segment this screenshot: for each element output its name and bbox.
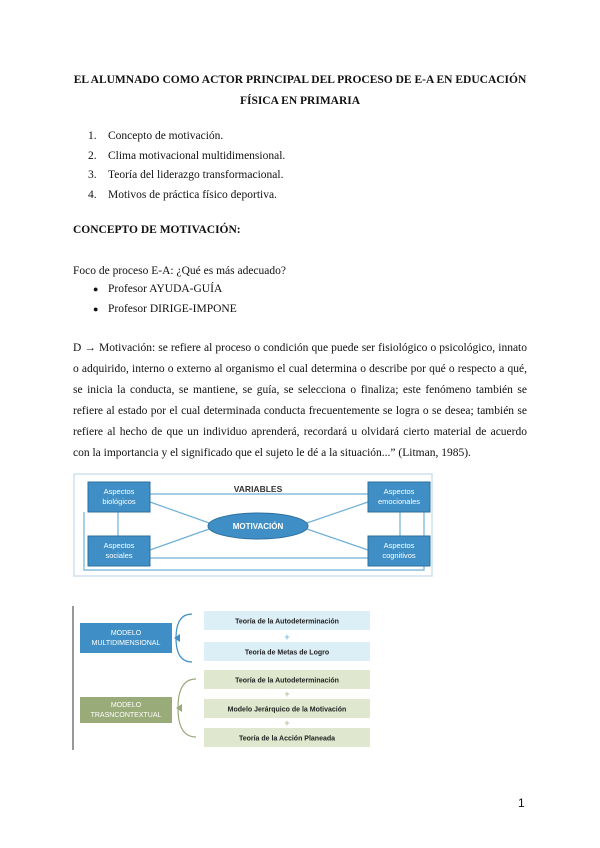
plus-icon: + (284, 689, 290, 699)
svg-text:Teoría de la Autodeterminación: Teoría de la Autodeterminación (235, 618, 339, 626)
plus-icon: + (284, 632, 290, 642)
svg-text:MODELO: MODELO (110, 702, 142, 709)
model-multidimensional (80, 623, 172, 653)
box-emocionales (368, 482, 430, 512)
box-sociales (88, 536, 150, 566)
theory-box (204, 670, 370, 689)
svg-text:Aspectos: Aspectos (103, 487, 135, 496)
motivacion-ellipse (208, 513, 308, 539)
theory-box (204, 699, 370, 718)
models-diagram (72, 604, 378, 754)
box-biologicos (88, 482, 150, 512)
model-trasncontextual (80, 697, 172, 723)
svg-text:MODELO: MODELO (110, 630, 142, 637)
definition-paragraph: D → Motivación: se refiere al proceso o condición que puede ser fisiológico o psicológico, innato o adquirido, interno o externo al organismo el cual determina o describe por qué o respecto a qué, se inicia la conducta, se mantiene, se guía, se selecciona o finaliza; este fenómeno también se refiere al estado por el cual determinada conducta frecuentemente se logra o se desea; también se refiere al hecho de que un individuo aprenderá, recordará u olvidará cierto material de acuerdo con la importancia y el significado que el sujeto le dé a la situación...” (Litman, 1985). (73, 342, 527, 459)
svg-text:Aspectos: Aspectos (103, 541, 135, 550)
document-title (60, 70, 540, 112)
toc-item: 1. Concepto de motivación. (88, 130, 224, 142)
list-item: ● Profesor DIRIGE-IMPONE (93, 300, 237, 320)
variables-label: VARIABLES (233, 484, 283, 494)
variables-diagram (72, 472, 436, 580)
theory-box (204, 642, 370, 661)
toc-item: 2. Clima motivacional multidimensional. (88, 149, 286, 162)
svg-text:Teoría de Metas de Logro: Teoría de Metas de Logro (244, 649, 330, 657)
svg-text:Teoría de la Acción Planeada: Teoría de la Acción Planeada (238, 735, 336, 743)
svg-text:cognitivos: cognitivos (382, 551, 416, 560)
bullet-icon: ● (93, 284, 99, 294)
svg-text:Aspectos: Aspectos (383, 541, 415, 550)
list-item: ● Profesor AYUDA-GUÍA (93, 280, 237, 300)
section-heading: CONCEPTO DE MOTIVACIÓN: (73, 224, 241, 236)
svg-text:Aspectos: Aspectos (383, 487, 415, 496)
svg-text:MOTIVACIÓN: MOTIVACIÓN (232, 522, 284, 531)
title-line-2: FÍSICA EN PRIMARIA (239, 95, 361, 107)
svg-text:sociales: sociales (105, 551, 133, 560)
svg-text:Teoría de la Autodeterminación: Teoría de la Autodeterminación (235, 677, 339, 685)
page-number: 1 (518, 796, 525, 810)
svg-text:Modelo Jerárquico de la Motiva: Modelo Jerárquico de la Motivación (227, 706, 347, 714)
box-cognitivos (368, 536, 430, 566)
plus-icon: + (284, 718, 290, 728)
title-line-1: EL ALUMNADO COMO ACTOR PRINCIPAL DEL PROCESO DE E-A EN EDUCACIÓN (73, 74, 527, 86)
bracket-2-tip (176, 704, 182, 712)
toc-item: 3. Teoría del liderazgo transformacional. (88, 169, 284, 181)
table-of-contents (88, 127, 285, 205)
bullet-list (93, 280, 237, 319)
focus-question: Foco de proceso E-A: ¿Qué es más adecuado? (73, 265, 286, 277)
svg-text:biológicos: biológicos (102, 497, 136, 506)
theory-box (204, 611, 370, 630)
theory-box (204, 728, 370, 747)
svg-text:TRASNCONTEXTUAL: TRASNCONTEXTUAL (90, 712, 162, 719)
bullet-icon: ● (93, 303, 99, 314)
bracket-1-tip (174, 634, 180, 642)
svg-text:emocionales: emocionales (377, 497, 421, 506)
toc-item: 4. Motivos de práctica físico deportiva. (88, 188, 277, 201)
svg-text:MULTIDIMENSIONAL: MULTIDIMENSIONAL (91, 640, 161, 647)
